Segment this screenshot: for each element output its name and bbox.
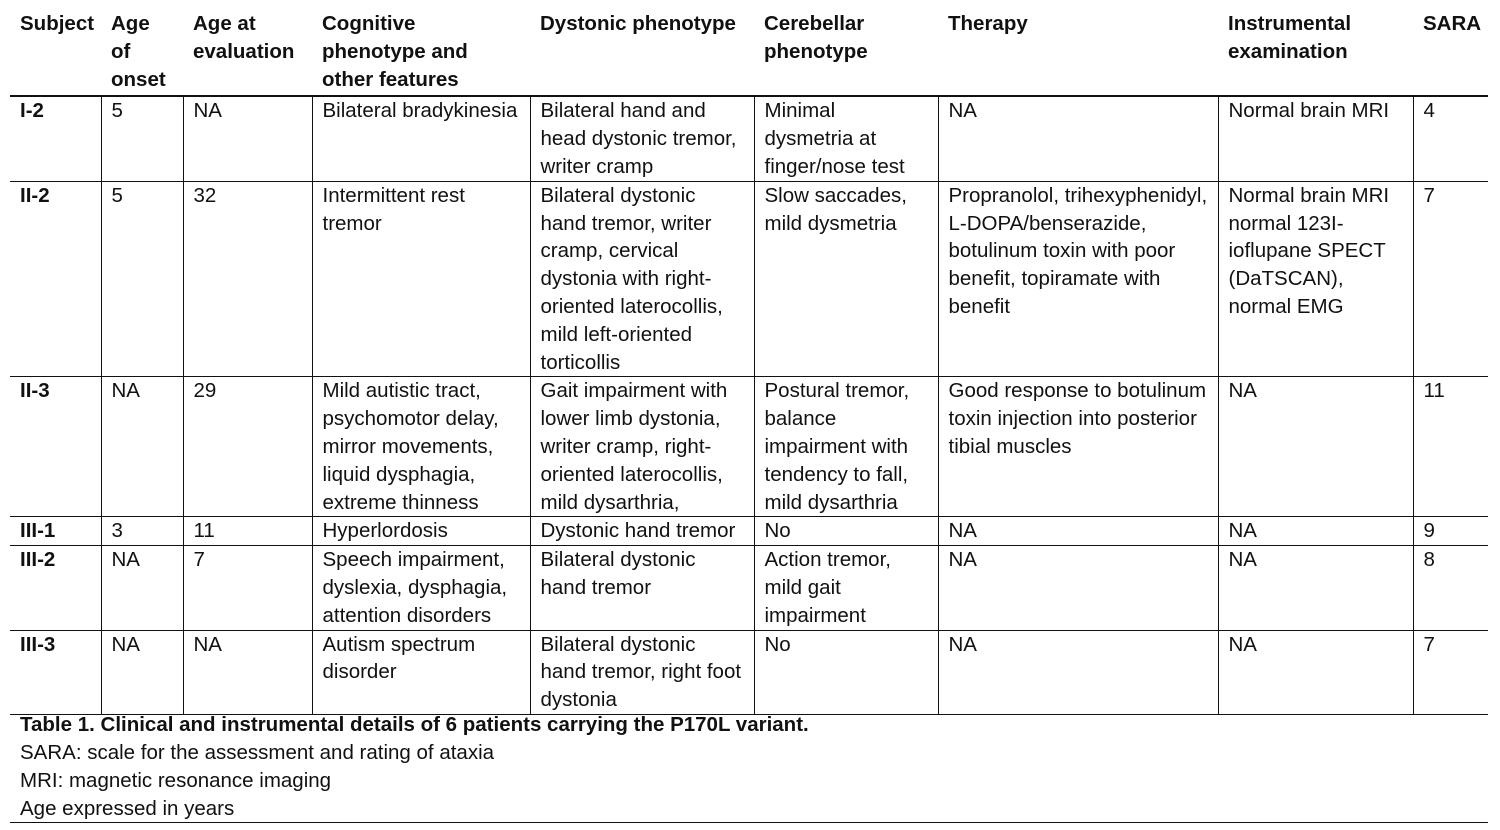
table-row — [10, 377, 1488, 517]
header-instrumental-examination: Instrumental examination — [1218, 6, 1413, 96]
header-age-of-onset: Age of onset — [101, 6, 183, 96]
cell-sara: 7 — [1413, 181, 1488, 377]
cell-instrumental-examination: NA — [1218, 517, 1413, 546]
header-dystonic-phenotype: Dystonic phenotype — [530, 6, 754, 96]
cell-dystonic-phenotype: Dystonic hand tremor — [530, 517, 754, 546]
cell-age-at-evaluation: 29 — [183, 377, 312, 517]
table-row — [10, 96, 1488, 181]
cell-cerebellar-phenotype: Postural tremor, balance impairment with tendency to fall, mild dysarthria — [754, 377, 938, 517]
cell-dystonic-phenotype: Gait impairment with lower limb dystonia, writer cramp, right-oriented laterocollis, mild dysarthria, — [530, 377, 754, 517]
cell-dystonic-phenotype: Bilateral hand and head dystonic tremor, writer cramp — [530, 96, 754, 181]
caption-note-sara: SARA: scale for the assessment and rating of ataxia — [20, 741, 495, 764]
cell-therapy: NA — [938, 546, 1218, 630]
cell-age-of-onset: 3 — [101, 517, 183, 546]
cell-cerebellar-phenotype: Action tremor, mild gait impairment — [754, 546, 938, 630]
cell-age-of-onset: 5 — [101, 181, 183, 377]
table-header-row — [10, 6, 1488, 96]
cell-dystonic-phenotype: Bilateral dystonic hand tremor — [530, 546, 754, 630]
cell-subject: III-2 — [10, 546, 101, 630]
header-therapy: Therapy — [938, 6, 1218, 96]
cell-age-of-onset: NA — [101, 630, 183, 714]
table-caption — [20, 711, 1488, 823]
cell-cognitive-phenotype: Autism spectrum disorder — [312, 630, 530, 714]
cell-sara: 8 — [1413, 546, 1488, 630]
cell-age-of-onset: 5 — [101, 96, 183, 181]
header-subject: Subject — [10, 6, 101, 96]
caption-title: Table 1. Clinical and instrumental details of 6 patients carrying the P170L variant. — [20, 713, 809, 736]
cell-age-at-evaluation: NA — [183, 96, 312, 181]
cell-sara: 7 — [1413, 630, 1488, 714]
cell-therapy: NA — [938, 517, 1218, 546]
bottom-divider — [10, 822, 1488, 823]
cell-instrumental-examination: NA — [1218, 630, 1413, 714]
cell-sara: 4 — [1413, 96, 1488, 181]
header-cognitive-phenotype: Cognitive phenotype and other features — [312, 6, 530, 96]
cell-instrumental-examination: NA — [1218, 377, 1413, 517]
cell-cognitive-phenotype: Intermittent rest tremor — [312, 181, 530, 377]
cell-therapy: Propranolol, trihexyphenidyl, L-DOPA/benserazide, botulinum toxin with poor benefit, topiramate with benefit — [938, 181, 1218, 377]
table-row — [10, 546, 1488, 630]
cell-age-at-evaluation: NA — [183, 630, 312, 714]
cell-sara: 11 — [1413, 377, 1488, 517]
cell-subject: III-1 — [10, 517, 101, 546]
cell-cerebellar-phenotype: Minimal dysmetria at finger/nose test — [754, 96, 938, 181]
cell-age-of-onset: NA — [101, 377, 183, 517]
header-cerebellar-phenotype: Cerebellar phenotype — [754, 6, 938, 96]
cell-subject: I-2 — [10, 96, 101, 181]
cell-cerebellar-phenotype: No — [754, 630, 938, 714]
clinical-details-table — [10, 6, 1488, 715]
cell-cognitive-phenotype: Mild autistic tract, psychomotor delay, mirror movements, liquid dysphagia, extreme thinness — [312, 377, 530, 517]
cell-cognitive-phenotype: Hyperlordosis — [312, 517, 530, 546]
cell-cerebellar-phenotype: Slow saccades, mild dysmetria — [754, 181, 938, 377]
cell-therapy: Good response to botulinum toxin injection into posterior tibial muscles — [938, 377, 1218, 517]
header-age-at-evaluation: Age at evaluation — [183, 6, 312, 96]
cell-dystonic-phenotype: Bilateral dystonic hand tremor, right foot dystonia — [530, 630, 754, 714]
cell-therapy: NA — [938, 96, 1218, 181]
cell-age-at-evaluation: 32 — [183, 181, 312, 377]
cell-subject: II-3 — [10, 377, 101, 517]
cell-cognitive-phenotype: Speech impairment, dyslexia, dysphagia, attention disorders — [312, 546, 530, 630]
caption-note-age: Age expressed in years — [20, 797, 235, 820]
caption-note-mri: MRI: magnetic resonance imaging — [20, 769, 332, 792]
cell-subject: III-3 — [10, 630, 101, 714]
cell-subject: II-2 — [10, 181, 101, 377]
cell-age-at-evaluation: 7 — [183, 546, 312, 630]
cell-instrumental-examination: Normal brain MRI — [1218, 96, 1413, 181]
table-row — [10, 517, 1488, 546]
header-sara: SARA — [1413, 6, 1488, 96]
cell-cognitive-phenotype: Bilateral bradykinesia — [312, 96, 530, 181]
cell-instrumental-examination: NA — [1218, 546, 1413, 630]
cell-sara: 9 — [1413, 517, 1488, 546]
cell-dystonic-phenotype: Bilateral dystonic hand tremor, writer cramp, cervical dystonia with right-oriented laterocollis, mild left-oriented torticollis — [530, 181, 754, 377]
cell-instrumental-examination: Normal brain MRI normal 123I-ioflupane SPECT (DaTSCAN), normal EMG — [1218, 181, 1413, 377]
table-row — [10, 181, 1488, 377]
cell-age-of-onset: NA — [101, 546, 183, 630]
cell-therapy: NA — [938, 630, 1218, 714]
cell-cerebellar-phenotype: No — [754, 517, 938, 546]
table-row — [10, 630, 1488, 714]
cell-age-at-evaluation: 11 — [183, 517, 312, 546]
